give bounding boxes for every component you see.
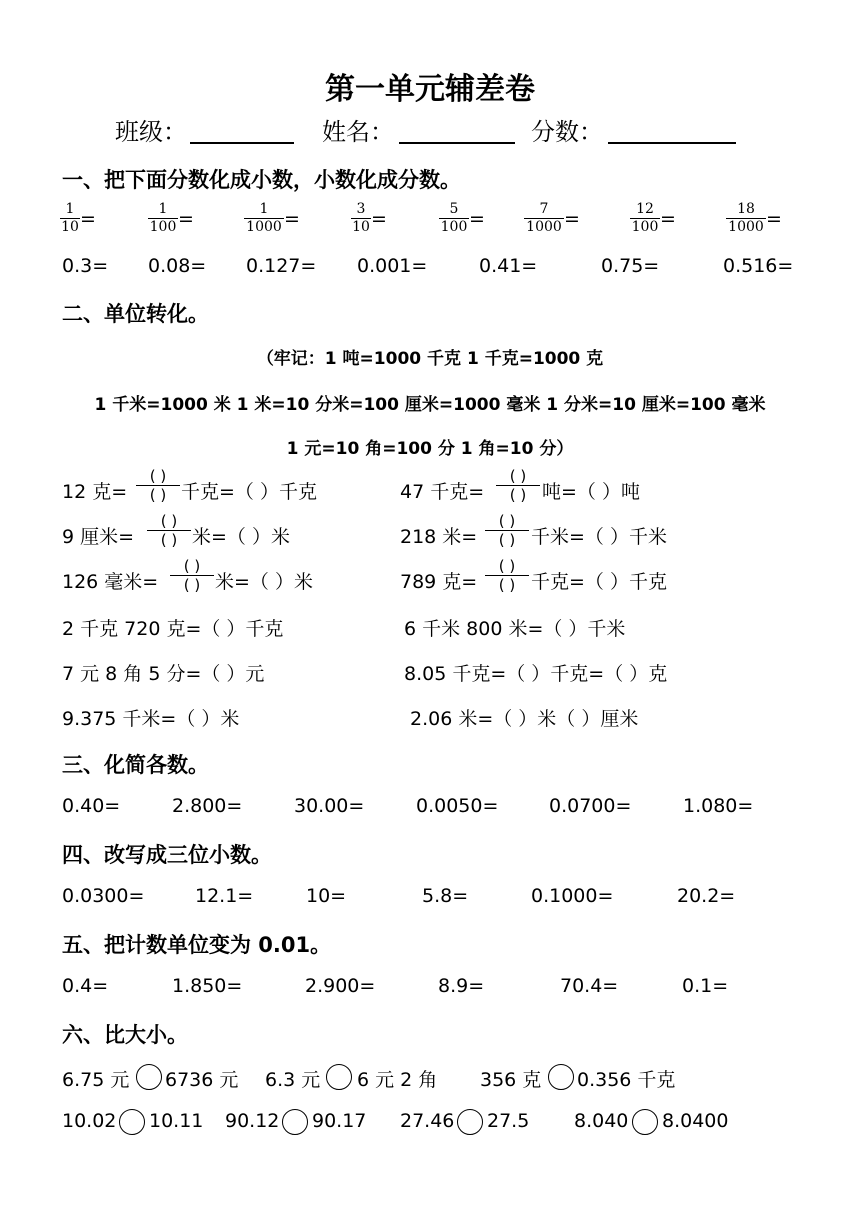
conversion-pre: 12 克=	[62, 481, 128, 503]
score-label: 分数：	[531, 118, 603, 146]
unit-item: 8.9=	[438, 975, 485, 997]
fraction-numerator: 18	[737, 201, 755, 217]
equals-sign: =	[284, 208, 300, 230]
fraction-denominator: 100	[440, 219, 468, 235]
name-blank[interactable]	[399, 142, 515, 144]
conversion-pre: 126 毫米=	[62, 571, 159, 593]
fraction-denominator: 1000	[246, 219, 282, 235]
simplify-item: 0.0050=	[416, 795, 499, 817]
section-6-heading: 六、比大小。	[62, 1023, 188, 1047]
fraction	[524, 201, 564, 236]
fraction-numerator: 1	[259, 201, 269, 217]
compare-right: 8.0400	[662, 1110, 729, 1132]
unit-item: 0.1=	[682, 975, 729, 997]
memo-line-2: 1 千米=1000 米 1 米=10 分米=100 厘米=1000 毫米 1 分米=10 厘米=100 毫米	[94, 395, 766, 415]
fraction-denominator: 100	[149, 219, 177, 235]
compare-circle[interactable]	[136, 1064, 162, 1090]
conversion-item: 6 千米 800 米=（ ）千米	[404, 618, 626, 640]
rewrite-item: 5.8=	[422, 885, 469, 907]
fraction	[148, 201, 178, 236]
rewrite-item: 0.0300=	[62, 885, 145, 907]
compare-left: 27.46	[400, 1110, 455, 1132]
fraction-denominator: 10	[352, 219, 370, 235]
conversion-item: 9.375 千米=（ ）米	[62, 708, 240, 730]
simplify-item: 0.40=	[62, 795, 121, 817]
rewrite-item: 12.1=	[195, 885, 254, 907]
blank-fraction[interactable]: ( ) ( )	[147, 513, 191, 548]
page-title: 第一单元辅差卷	[325, 72, 535, 107]
simplify-item: 1.080=	[683, 795, 754, 817]
blank-fraction[interactable]: ( ) ( )	[496, 468, 540, 503]
compare-left: 356 克	[480, 1069, 542, 1091]
compare-circle[interactable]	[326, 1064, 352, 1090]
blank-fraction[interactable]: ( ) ( )	[485, 513, 529, 548]
section-2-heading: 二、单位转化。	[62, 302, 209, 326]
conversion-pre: 218 米=	[400, 526, 478, 548]
fraction-numerator: 7	[539, 201, 549, 217]
equals-sign: =	[80, 208, 96, 230]
equals-sign: =	[766, 208, 782, 230]
rewrite-item: 0.1000=	[531, 885, 614, 907]
fraction-numerator: 1	[65, 201, 75, 217]
equals-sign: =	[564, 208, 580, 230]
unit-item: 0.4=	[62, 975, 109, 997]
fraction-denominator: 1000	[526, 219, 562, 235]
conversion-item: 7 元 8 角 5 分=（ ）元	[62, 663, 265, 685]
compare-circle[interactable]	[282, 1109, 308, 1135]
fraction-denominator: 100	[631, 219, 659, 235]
rewrite-item: 10=	[306, 885, 347, 907]
section-4-heading: 四、改写成三位小数。	[62, 843, 272, 867]
decimal-item: 0.127=	[246, 255, 317, 277]
conversion-pre: 47 千克=	[400, 481, 485, 503]
score-blank[interactable]	[608, 142, 736, 144]
decimal-item: 0.08=	[148, 255, 207, 277]
compare-right: 6 元 2 角	[357, 1069, 438, 1091]
equals-sign: =	[178, 208, 194, 230]
compare-circle[interactable]	[457, 1109, 483, 1135]
simplify-item: 0.0700=	[549, 795, 632, 817]
fraction	[244, 201, 284, 236]
conversion-post: 千克=（ ）千克	[531, 571, 667, 593]
compare-right: 0.356 千克	[577, 1069, 676, 1091]
compare-right: 6736 元	[165, 1069, 239, 1091]
blank-fraction[interactable]: ( ) ( )	[136, 468, 180, 503]
decimal-item: 0.516=	[723, 255, 794, 277]
conversion-post: 千米=（ ）千米	[531, 526, 667, 548]
memo-line-1: （牢记：1 吨=1000 千克 1 千克=1000 克	[256, 349, 604, 369]
compare-right: 10.11	[149, 1110, 204, 1132]
conversion-post: 米=（ ）米	[192, 526, 290, 548]
fraction-numerator: 1	[158, 201, 168, 217]
class-blank[interactable]	[190, 142, 294, 144]
section-1-heading: 一、把下面分数化成小数，小数化成分数。	[62, 168, 461, 192]
conversion-item: 2 千克 720 克=（ ）千克	[62, 618, 284, 640]
unit-item: 2.900=	[305, 975, 376, 997]
conversion-item: 2.06 米=（ ）米（ ）厘米	[410, 708, 639, 730]
memo-line-3: 1 元=10 角=100 分 1 角=10 分）	[286, 439, 574, 459]
compare-left: 8.040	[574, 1110, 629, 1132]
fraction-numerator: 12	[636, 201, 654, 217]
conversion-pre: 789 克=	[400, 571, 478, 593]
unit-item: 70.4=	[560, 975, 619, 997]
blank-fraction[interactable]: ( ) ( )	[170, 558, 214, 593]
section-3-heading: 三、化简各数。	[62, 753, 209, 777]
simplify-item: 2.800=	[172, 795, 243, 817]
fraction	[351, 201, 371, 236]
equals-sign: =	[469, 208, 485, 230]
compare-circle[interactable]	[548, 1064, 574, 1090]
fraction	[630, 201, 660, 236]
compare-right: 90.17	[312, 1110, 367, 1132]
decimal-item: 0.75=	[601, 255, 660, 277]
compare-left: 10.02	[62, 1110, 117, 1132]
rewrite-item: 20.2=	[677, 885, 736, 907]
equals-sign: =	[371, 208, 387, 230]
simplify-item: 30.00=	[294, 795, 365, 817]
conversion-item: 8.05 千克=（ ）千克=（ ）克	[404, 663, 668, 685]
fraction-numerator: 5	[449, 201, 459, 217]
fraction	[726, 201, 766, 236]
class-label: 班级：	[115, 118, 187, 146]
decimal-item: 0.41=	[479, 255, 538, 277]
decimal-item: 0.001=	[357, 255, 428, 277]
conversion-post: 吨=（ ）吨	[542, 481, 640, 503]
conversion-post: 千克=（ ）千克	[181, 481, 317, 503]
section-5-heading: 五、把计数单位变为 0.01。	[62, 933, 332, 957]
compare-circle[interactable]	[632, 1109, 658, 1135]
fraction	[60, 201, 80, 236]
name-label: 姓名：	[322, 118, 394, 146]
compare-circle[interactable]	[119, 1109, 145, 1135]
equals-sign: =	[660, 208, 676, 230]
fraction	[439, 201, 469, 236]
compare-left: 6.3 元	[265, 1069, 321, 1091]
compare-left: 6.75 元	[62, 1069, 130, 1091]
compare-right: 27.5	[487, 1110, 530, 1132]
compare-left: 90.12	[225, 1110, 280, 1132]
fraction-denominator: 10	[61, 219, 79, 235]
decimal-item: 0.3=	[62, 255, 109, 277]
fraction-denominator: 1000	[728, 219, 764, 235]
unit-item: 1.850=	[172, 975, 243, 997]
blank-fraction[interactable]: ( ) ( )	[485, 558, 529, 593]
fraction-numerator: 3	[356, 201, 366, 217]
conversion-pre: 9 厘米=	[62, 526, 135, 548]
conversion-post: 米=（ ）米	[215, 571, 313, 593]
